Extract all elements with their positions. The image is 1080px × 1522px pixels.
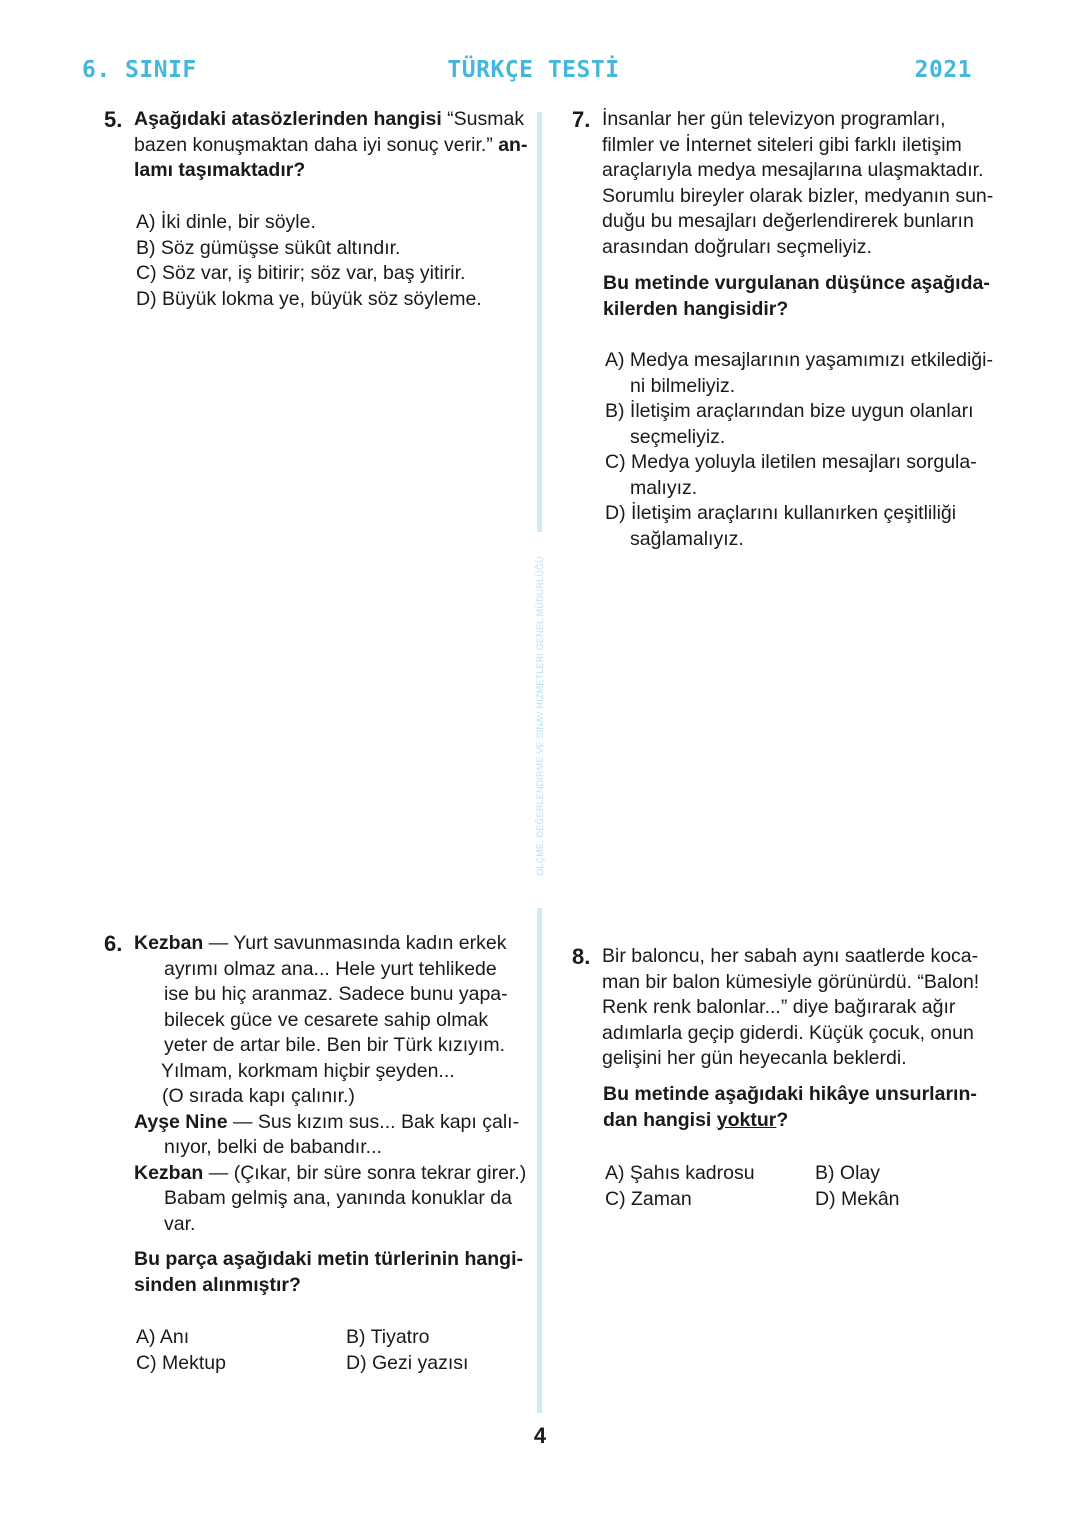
prompt-line: Bu metinde aşağıdaki hikâye unsurların- <box>603 1083 977 1105</box>
side-watermark-text: ÖLÇME, DEĞERLENDİRME VE SINAV HİZMETLERİ GENEL MÜDÜRLÜĞÜ <box>535 556 545 876</box>
answer-options <box>605 1161 1005 1212</box>
question-prompt <box>603 271 990 322</box>
test-title: TÜRKÇE TESTİ <box>447 57 620 83</box>
stem-line: man bir balon kümesiyle görünürdü. “Balon! <box>602 970 980 993</box>
prompt-line: Bu parça aşağıdaki metin türlerinin hangi- <box>134 1248 524 1270</box>
option-d[interactable]: D) Gezi yazısı <box>346 1351 469 1374</box>
dialogue-line: — Sus kızım sus... Bak kapı çalı- <box>227 1110 520 1133</box>
column-divider-bottom <box>537 908 542 1413</box>
prompt-text: ? <box>776 1108 789 1131</box>
stem-bold: an- <box>492 133 528 156</box>
dialogue-line: Babam gelmiş ana, yanında konuklar da <box>164 1187 512 1209</box>
question-number: 8. <box>572 944 591 969</box>
option-text: malıyız. <box>630 476 698 499</box>
option-a[interactable]: A) Şahıs kadrosu <box>605 1162 755 1184</box>
dialogue-line: bilecek güce ve cesarete sahip olmak <box>164 1008 489 1031</box>
stem-line: Sorumlu bireyler olarak bizler, medyanın sun- <box>602 184 994 207</box>
dialogue-line: — (Çıkar, bir süre sonra tekrar girer.) <box>203 1161 527 1184</box>
stage-direction: (O sırada kapı çalınır.) <box>162 1085 355 1107</box>
dialogue-excerpt <box>134 931 526 1237</box>
column-divider-top <box>537 112 542 532</box>
year-label: 2021 <box>914 57 972 83</box>
dialogue-line: Yılmam, korkmam hiçbir şeyden... <box>161 1059 455 1082</box>
question-prompt <box>603 1082 977 1133</box>
question-number: 5. <box>104 107 123 132</box>
question-prompt <box>134 1247 523 1298</box>
answer-options <box>605 348 993 552</box>
question-stem <box>134 107 534 184</box>
prompt-underlined: yoktur <box>716 1108 777 1131</box>
option-text: seçmeliyiz. <box>630 425 726 448</box>
stem-line: duğu bu mesajları değerlendirerek bunların <box>602 210 974 232</box>
option-text: A) Medya mesajlarının yaşamımızı etkilediği- <box>605 349 993 371</box>
dialogue-line: nıyor, belki de babandır... <box>164 1136 382 1158</box>
option-text: sağlamalıyız. <box>630 527 744 550</box>
question-number: 7. <box>572 107 591 132</box>
option-a[interactable]: A) Anı <box>136 1326 190 1348</box>
prompt-line: kilerden hangisidir? <box>603 297 789 320</box>
stem-text: “Susmak <box>441 108 525 130</box>
dialogue-line: yeter de artar bile. Ben bir Türk kızıyım. <box>164 1034 506 1056</box>
option-b[interactable]: B) Söz gümüşse sükût altındır. <box>136 236 401 259</box>
stem-line: araçlarıyla medya mesajlarına ulaşmaktadır. <box>602 159 984 181</box>
answer-options <box>136 210 482 312</box>
prompt-line: sinden alınmıştır? <box>134 1273 301 1296</box>
stem-text: bazen konuşmaktan daha iyi sonuç verir.” <box>134 133 493 156</box>
option-d[interactable]: D) Büyük lokma ye, büyük söz söyleme. <box>136 287 482 310</box>
option-b[interactable]: B) Olay <box>815 1162 881 1184</box>
option-d[interactable] <box>605 501 993 552</box>
grade-label: 6. SINIF <box>82 57 197 83</box>
option-c[interactable]: C) Söz var, iş bitirir; söz var, baş yitirir. <box>136 262 466 284</box>
option-c[interactable]: C) Zaman <box>605 1187 692 1210</box>
stem-line: filmler ve İnternet siteleri gibi farklı iletişim <box>602 133 962 156</box>
speaker-name: Kezban <box>134 932 204 954</box>
option-d[interactable]: D) Mekân <box>815 1187 900 1210</box>
dialogue-line: ise bu hiç aranmaz. Sadece bunu yapa- <box>164 983 508 1005</box>
stem-bold: lamı taşımaktadır? <box>134 159 306 181</box>
question-stem <box>602 107 1012 260</box>
option-text: C) Medya yoluyla iletilen mesajları sorgula- <box>605 451 977 473</box>
stem-line: arasından doğruları seçmeliyiz. <box>602 235 872 258</box>
option-c[interactable] <box>605 450 993 501</box>
prompt-line: Bu metinde vurgulanan düşünce aşağıda- <box>603 272 990 294</box>
dialogue-line: — Yurt savunmasında kadın erkek <box>203 932 507 954</box>
prompt-text: dan hangisi <box>603 1108 717 1131</box>
option-text: D) İletişim araçlarını kullanırken çeşitliliği <box>605 502 957 524</box>
dialogue-line: ayrımı olmaz ana... Hele yurt tehlikede <box>164 957 497 980</box>
option-b[interactable] <box>605 399 993 450</box>
stem-line: gelişini her gün heyecanla beklerdi. <box>602 1047 907 1069</box>
question-number: 6. <box>104 931 123 956</box>
option-text: ni bilmeliyiz. <box>630 374 736 397</box>
option-a[interactable]: A) İki dinle, bir söyle. <box>136 211 316 233</box>
stem-line: Renk renk balonlar...” diye bağırarak ağır <box>602 996 956 1018</box>
option-text: B) İletişim araçlarından bize uygun olanları <box>605 400 974 422</box>
answer-options <box>136 1325 536 1376</box>
option-b[interactable]: B) Tiyatro <box>346 1326 430 1348</box>
option-c[interactable]: C) Mektup <box>136 1351 226 1374</box>
speaker-name: Ayşe Nine <box>134 1110 228 1133</box>
dialogue-line: var. <box>164 1212 196 1235</box>
option-a[interactable] <box>605 348 993 399</box>
stem-line: Bir baloncu, her sabah aynı saatlerde koca- <box>602 945 979 967</box>
speaker-name: Kezban <box>134 1161 204 1184</box>
stem-line: adımlarla geçip giderdi. Küçük çocuk, onun <box>602 1021 974 1044</box>
stem-bold: Aşağıdaki atasözlerinden hangisi <box>134 108 442 130</box>
question-stem <box>602 944 1012 1072</box>
stem-line: İnsanlar her gün televizyon programları, <box>602 108 946 130</box>
page-number: 4 <box>533 1423 547 1448</box>
